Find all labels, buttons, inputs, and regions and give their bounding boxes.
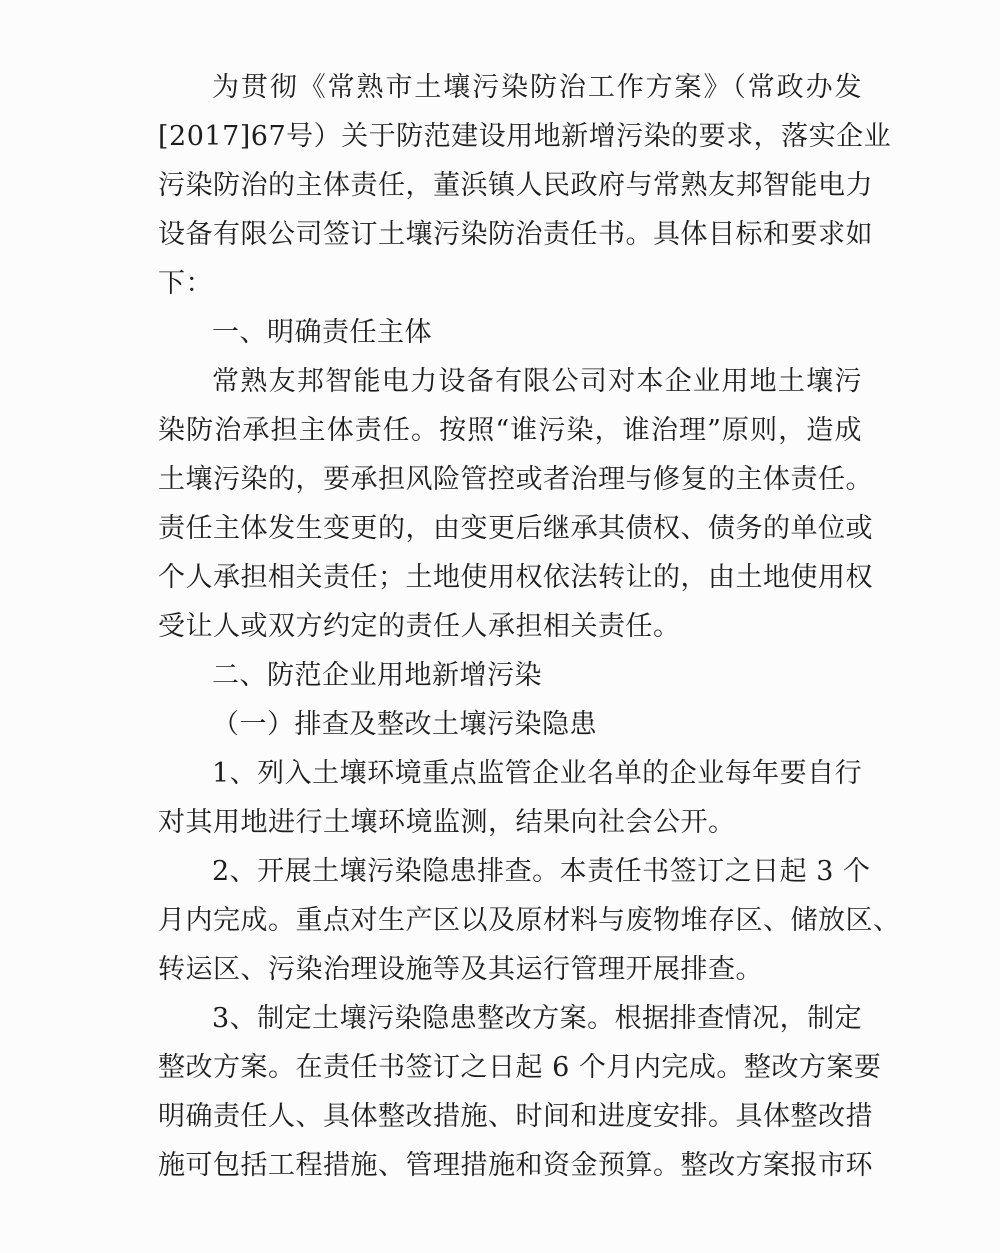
paragraph-line: 个人承担相关责任；土地使用权依法转让的，由土地使用权: [158, 562, 873, 593]
paragraph-line: 施可包括工程措施、管理措施和资金预算。整改方案报市环: [158, 1150, 873, 1181]
section-heading-2: 二、防范企业用地新增污染: [212, 660, 542, 691]
document-body: [158, 63, 901, 1190]
paragraph-line: 常熟友邦智能电力设备有限公司对本企业用地土壤污: [212, 366, 862, 397]
paragraph-line: 染防治承担主体责任。按照“谁污染，谁治理”原则，造成: [158, 415, 862, 446]
paragraph-line: 2、开展土壤污染隐患排查。本责任书签订之日起 3 个: [212, 856, 871, 887]
subsection-heading: （一）排查及整改土壤污染隐患: [212, 709, 597, 740]
paragraph-line: 受让人或双方约定的责任人承担相关责任。: [158, 611, 681, 642]
paragraph-line: 污染防治的主体责任，董浜镇人民政府与常熟友邦智能电力: [158, 170, 873, 201]
section-heading-1: 一、明确责任主体: [212, 317, 432, 348]
paragraph-line: 整改方案。在责任书签订之日起 6 个月内完成。整改方案要: [158, 1052, 882, 1083]
paragraph-line: 责任主体发生变更的，由变更后继承其债权、债务的单位或: [158, 513, 873, 544]
paragraph-line: [2017]67号）关于防范建设用地新增污染的要求，落实企业: [158, 121, 892, 152]
paragraph-line: 3、制定土壤污染隐患整改方案。根据排查情况，制定: [212, 1003, 863, 1034]
paragraph-line: 设备有限公司签订土壤污染防治责任书。具体目标和要求如: [158, 219, 873, 250]
paragraph-line: 土壤污染的，要承担风险管控或者治理与修复的主体责任。: [158, 464, 873, 495]
paragraph-line: 1、列入土壤环境重点监管企业名单的企业每年要自行: [212, 758, 863, 789]
paragraph-line: 明确责任人、具体整改措施、时间和进度安排。具体整改措: [158, 1101, 873, 1132]
paragraph-line: 转运区、污染治理设施等及其运行管理开展排查。: [158, 954, 763, 985]
paragraph-line: 月内完成。重点对生产区以及原材料与废物堆存区、储放区、: [158, 905, 901, 936]
paragraph-line: 对其用地进行土壤环境监测，结果向社会公开。: [158, 807, 736, 838]
paragraph-line: 为贯彻《常熟市土壤污染防治工作方案》（常政办发: [212, 72, 862, 103]
paragraph-line: 下：: [158, 268, 213, 299]
